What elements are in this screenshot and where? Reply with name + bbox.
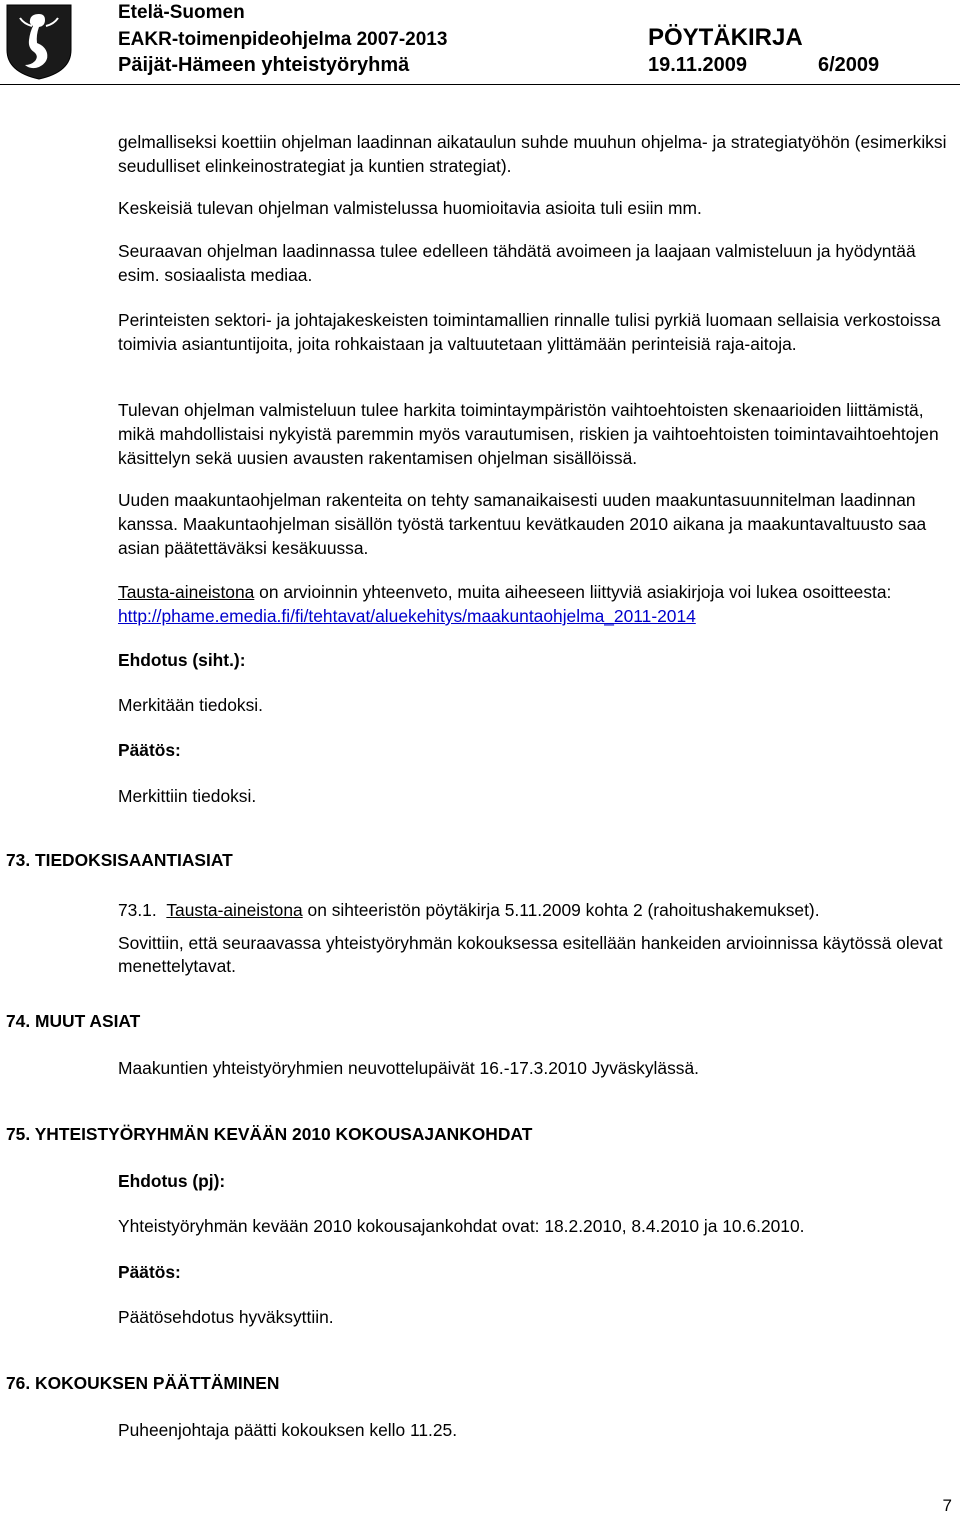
paragraph-2: Keskeisiä tulevan ohjelman valmistelussa huomioitavia asioita tuli esiin mm. [118,198,702,218]
paragraph-4: Perinteisten sektori- ja johtajakeskeisten toimintamallien rinnalle tulisi pyrkiä luomaan sellaisia verkostoissa toimivia asiantuntijoita, joita rohkaistaan ja valtuutetaan ylittämään perinteisiä raja-aitoja. [118,310,941,354]
section-74-text: Maakuntien yhteistyöryhmien neuvottelupäivät 16.-17.3.2010 Jyväskylässä. [118,1058,699,1078]
doc-number: 6/2009 [818,54,880,76]
ehdotus-label: Ehdotus (siht.): [118,650,246,670]
paragraph-5: Tulevan ohjelman valmisteluun tulee harkita toimintaympäristön vaihtoehtoisten skenaarioiden liittämistä, mikä mahdollistaisi nykyistä paremmin myös varautumisen, riskien ja vaihtoehtoisten toimintavaihtoehtojen käsittelyn sekä uusien avausten rakentamisen ohjelman sisällöissä. [118,400,939,468]
section-73-note: Sovittiin, että seuraavassa yhteistyöryhmän kokouksessa esitellään hankeiden arvioinnissa käytössä olevat menettelytavat. [118,933,943,976]
org-name-line3: Päijät-Hämeen yhteistyöryhmä [118,54,410,76]
section-76-title: 76. KOKOUKSEN PÄÄTTÄMINEN [6,1373,280,1393]
doc-type: PÖYTÄKIRJA [648,24,803,51]
paatos-label: Päätös: [118,740,181,760]
section-75-title: 75. YHTEISTYÖRYHMÄN KEVÄÄN 2010 KOKOUSAJANKOHDAT [6,1124,533,1144]
org-name-line1: Etelä-Suomen [118,2,245,23]
paatos-text: Merkittiin tiedoksi. [118,786,257,806]
item-number: 73.1. [118,900,157,920]
section-73-item [118,898,950,922]
tausta-aineistona-link[interactable]: Tausta-aineistona [118,582,255,602]
doc-date: 19.11.2009 [648,54,747,76]
paragraph-3: Seuraavan ohjelman laadinnassa tulee edelleen tähdätä avoimeen ja laajaan valmisteluun ja hyödyntää esim. sosiaalista mediaa. [118,241,916,285]
ehdotus-text: Merkitään tiedoksi. [118,695,263,715]
paatos-text: Päätösehdotus hyväksyttiin. [118,1307,334,1327]
header-rule [0,84,960,85]
ehdotus-label: Ehdotus (pj): [118,1171,226,1191]
tausta-aineistona-link[interactable]: Tausta-aineistona [166,900,303,920]
paatos-label: Päätös: [118,1262,181,1282]
paragraph-7-text: on arvioinnin yhteenveto, muita aiheeseen liittyviä asiakirjoja voi lukea osoitteesta: [254,582,892,602]
mermaid-crest-logo [6,4,72,80]
section-73-title: 73. TIEDOKSISAANTIASIAT [6,850,233,870]
page-header [0,0,960,86]
paragraph-6: Uuden maakuntaohjelman rakenteita on tehty samanaikaisesti uuden maakuntasuunnitelman laadinnan kanssa. Maakuntaohjelman sisällön työstä tarkentuu kevätkauden 2010 aikana ja maakuntavaltuusto saa asian päätettäväksi kesäkuussa. [118,490,927,558]
section-74-title: 74. MUUT ASIAT [6,1011,141,1031]
ehdotus-text: Yhteistyöryhmän kevään 2010 kokousajankohdat ovat: 18.2.2010, 8.4.2010 ja 10.6.2010. [118,1216,805,1236]
item-text: on sihteeristön pöytäkirja 5.11.2009 kohta 2 (rahoitushakemukset). [302,900,820,920]
org-name-line2: EAKR-toimenpideohjelma 2007-2013 [118,29,448,50]
section-76-text: Puheenjohtaja päätti kokouksen kello 11.25. [118,1420,458,1440]
paragraph-1: gelmalliseksi koettiin ohjelman laadinnan aikataulun suhde muuhun ohjelma- ja strategiatyöhön (esimerkiksi seudulliset elinkeinostrategiat ja kuntien strategiat). [118,132,947,176]
page-number: 7 [942,1496,952,1515]
maakuntaohjelma-url-link[interactable]: http://phame.emedia.fi/fi/tehtavat/aluekehitys/maakuntaohjelma_2011-2014 [118,606,696,626]
paragraph-7 [118,580,950,628]
